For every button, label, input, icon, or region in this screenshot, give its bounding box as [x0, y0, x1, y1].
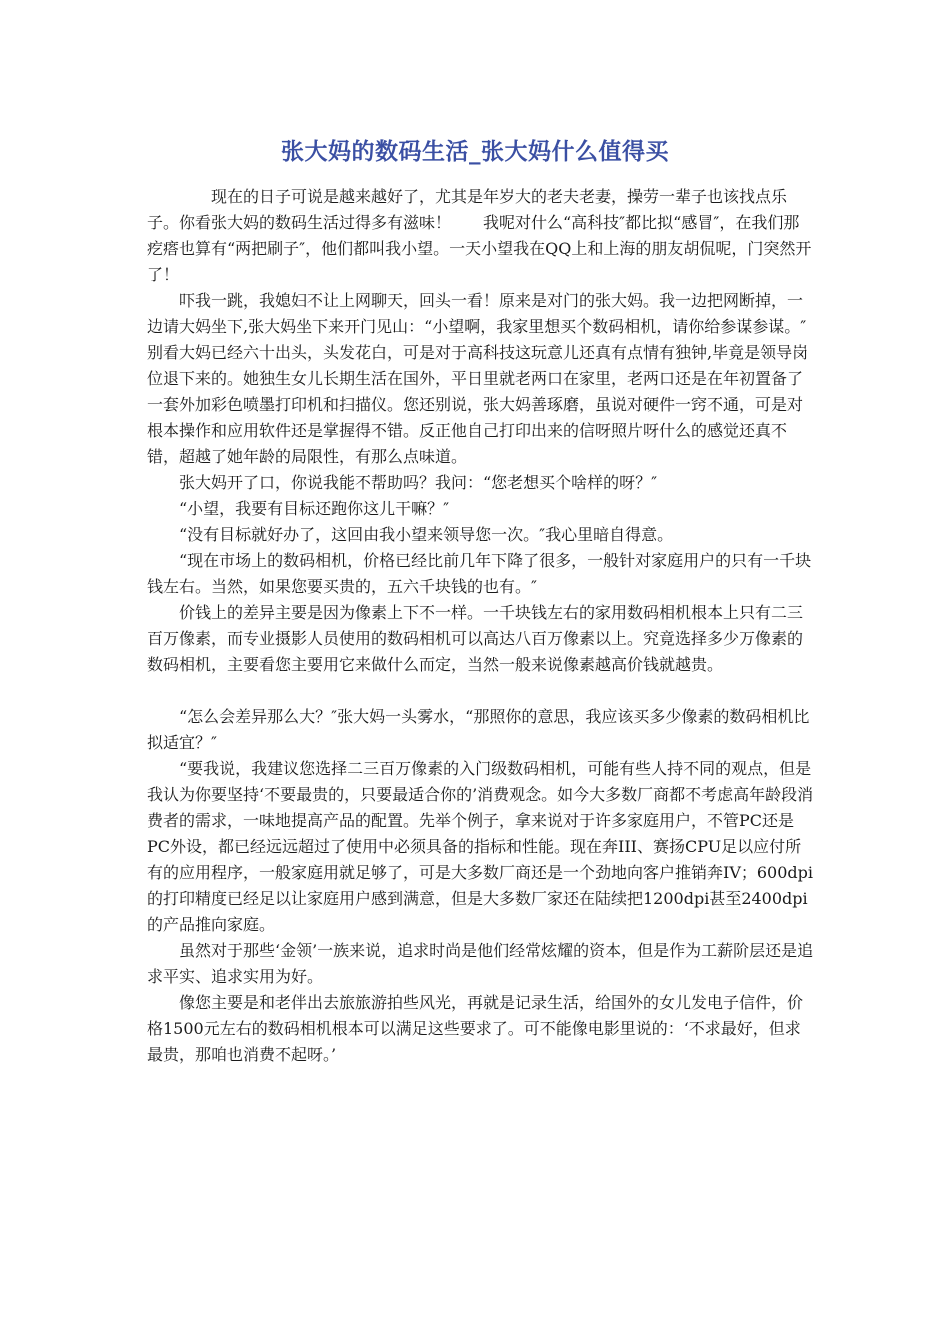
- paragraph: 吓我一跳，我媳妇不让上网聊天，回头一看！原来是对门的张大妈。我一边把网断掉，一边请大妈坐下,张大妈坐下来开门见山：“小望啊，我家里想买个数码相机，请你给参谋参谋。″别看大妈已经六十出头，头发花白，可是对于高科技这玩意儿还真有点情有独钟,毕竟是领导岗位退下来的。她独生女儿长期生活在国外，平日里就老两口在家里，老两口还是在年初置备了一套外加彩色喷墨打印机和扫描仪。您还别说，张大妈善琢磨，虽说对硬件一窍不通，可是对根本操作和应用软件还是掌握得不错。反正他自己打印出来的信呀照片呀什么的感觉还真不错，超越了她年龄的局限性，有那么点味道。: [147, 291, 809, 466]
- paragraph: “要我说，我建议您选择二三百万像素的入门级数码相机，可能有些人持不同的观点，但是我认为你要坚持‘不要最贵的，只要最适合你的’消费观念。如今大多数厂商都不考虑高年龄段消费者的需求，一味地提高产品的配置。先举个例子，拿来说对于许多家庭用户，不管PC还是PC外设，都已经远远超过了使用中必须具备的指标和性能。现在奔III、赛扬CPU足以应付所有的应用程序，一般家庭用就足够了，可是大多数厂商还是一个劲地向客户推销奔IV；600dpi的打印精度已经足以让家庭用户感到满意，但是大多数厂家还在陆续把1200dpi甚至2400dpi的产品推向家庭。: [147, 759, 814, 934]
- paragraph: 现在的日子可说是越来越好了，尤其是年岁大的老夫老妻，操劳一辈子也该找点乐子。你看张大妈的数码生活过得多有滋味！ 我呢对什么“高科技″都比拟“感冒″，在我们那疙瘩也算有“两把刷子″，他们都叫我小望。一天小望我在QQ上和上海的朋友胡侃呢，门突然开了！: [147, 187, 812, 284]
- paragraph: 张大妈开了口，你说我能不帮助吗？我问：“您老想买个啥样的呀？″: [179, 473, 658, 492]
- paragraph: “小望，我要有目标还跑你这儿干嘛？″: [179, 499, 450, 518]
- document-body: [147, 184, 815, 1068]
- paragraph: 价钱上的差异主要是因为像素上下不一样。一千块钱左右的家用数码相机根本上只有二三百万像素，而专业摄影人员使用的数码相机可以高达八百万像素以上。究竟选择多少万像素的数码相机，主要看您主要用它来做什么而定，当然一般来说像素越高价钱就越贵。: [147, 603, 804, 674]
- paragraph: “现在市场上的数码相机，价格已经比前几年下降了很多，一般针对家庭用户的只有一千块钱左右。当然，如果您要买贵的，五六千块钱的也有。″: [147, 551, 812, 596]
- paragraph: “怎么会差异那么大？″张大妈一头雾水，“那照你的意思，我应该买多少像素的数码相机比拟适宜？″: [147, 707, 810, 752]
- paragraph: “没有目标就好办了，这回由我小望来领导您一次。″我心里暗自得意。: [179, 525, 674, 544]
- document-title: 张大妈的数码生活_张大妈什么值得买: [281, 139, 669, 165]
- paragraph: 像您主要是和老伴出去旅旅游拍些风光，再就是记录生活，给国外的女儿发电子信件，价格1500元左右的数码相机根本可以满足这些要求了。可不能像电影里说的：‘不求最好，但求最贵，那咱也消费不起呀。’: [147, 993, 804, 1064]
- paragraph: 虽然对于那些‘金领’一族来说，追求时尚是他们经常炫耀的资本，但是作为工薪阶层还是追求平实、追求实用为好。: [147, 941, 814, 986]
